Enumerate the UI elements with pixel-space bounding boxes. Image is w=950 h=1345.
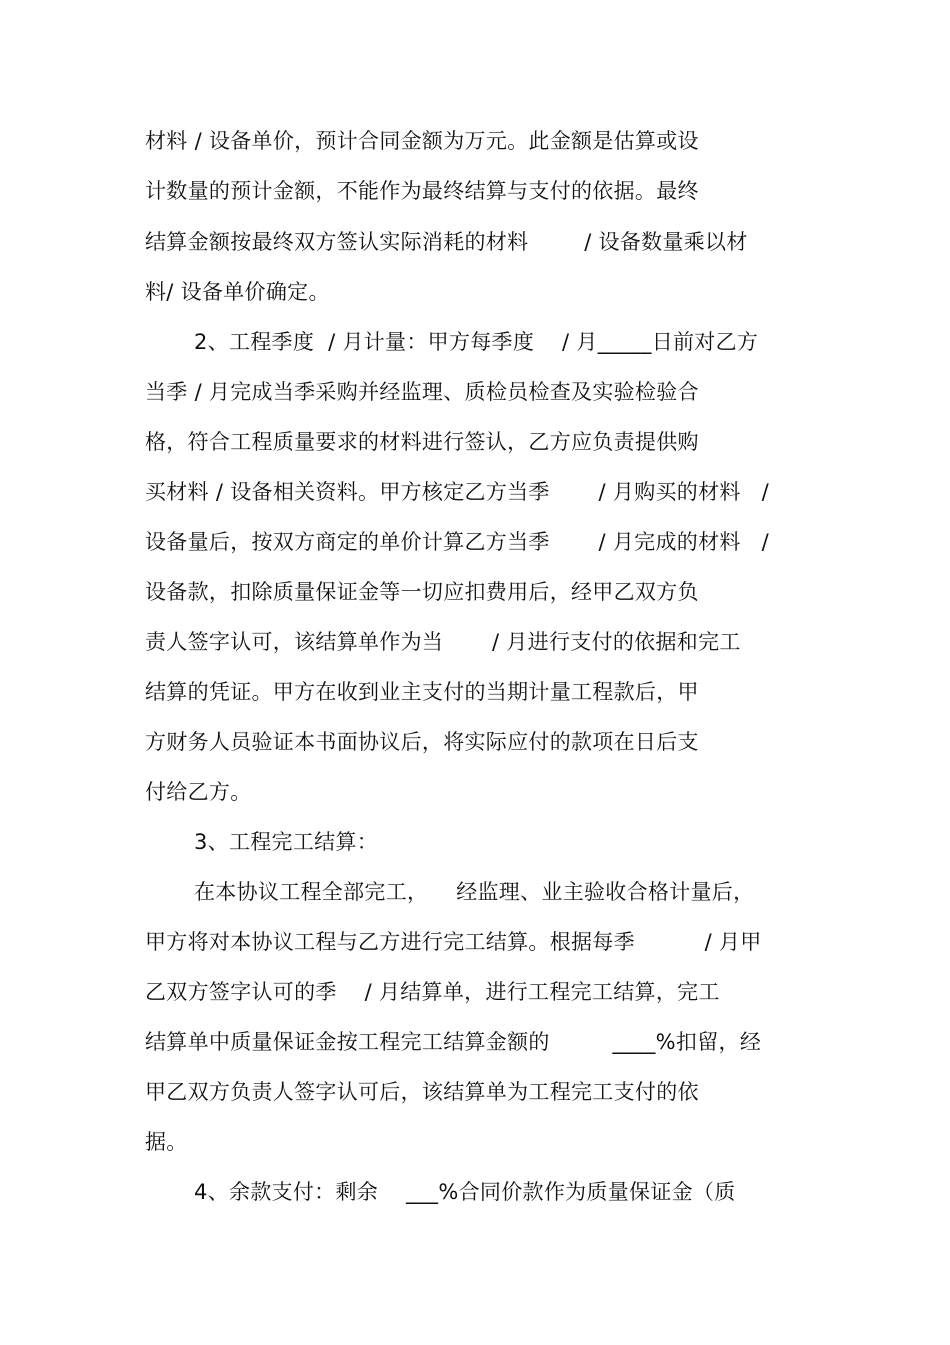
paragraph-line: 设备款，扣除质量保证金等一切应扣费用后，经甲乙双方负 [145,580,699,604]
paragraph-line: 责人签字认可，该结算单作为当 / 月进行支付的依据和完工 [145,630,741,654]
section-heading: 3、工程完工结算： [194,830,379,854]
paragraph-line: 材料 / 设备单价，预计合同金额为万元。此金额是估算或设 [145,129,699,153]
paragraph-line: 甲方将对本协议工程与乙方进行完工结算。根据每季 / 月甲 [145,930,762,954]
paragraph-line: 结算单中质量保证金按工程完工结算金额的 ____%扣留，经 [145,1030,762,1054]
paragraph-line: 料/ 设备单价确定。 [145,280,330,304]
paragraph-line: 设备量后，按双方商定的单价计算乙方当季 / 月完成的材料 / [145,530,769,554]
paragraph-line: 结算金额按最终双方签认实际消耗的材料 / 设备数量乘以材 [145,230,748,254]
paragraph-line: 计数量的预计金额，不能作为最终结算与支付的依据。最终 [145,179,699,203]
paragraph-line: 甲乙双方负责人签字认可后，该结算单为工程完工支付的依 [145,1080,699,1104]
paragraph-line: 乙双方签字认可的季 / 月结算单，进行工程完工结算，完工 [145,980,720,1004]
paragraph-line: 当季 / 月完成当季采购并经监理、质检员检查及实验检验合 [145,380,699,404]
section-heading: 2、工程季度 / 月计量：甲方每季度 / 月_____日前对乙方 [194,330,759,354]
paragraph-line: 买材料 / 设备相关资料。甲方核定乙方当季 / 月购买的材料 / [145,480,770,504]
paragraph-line: 方财务人员验证本书面协议后，将实际应付的款项在日后支 [145,730,699,754]
paragraph-line: 格，符合工程质量要求的材料进行签认，乙方应负责提供购 [145,430,699,454]
section-heading: 4、余款支付：剩余 ___%合同价款作为质量保证金（质 [194,1180,736,1204]
paragraph-line: 据。 [145,1130,188,1154]
paragraph-line: 付给乙方。 [145,780,252,804]
paragraph-line: 结算的凭证。甲方在收到业主支付的当期计量工程款后，甲 [145,680,699,704]
paragraph-line: 在本协议工程全部完工， 经监理、业主验收合格计量后， [194,880,755,904]
